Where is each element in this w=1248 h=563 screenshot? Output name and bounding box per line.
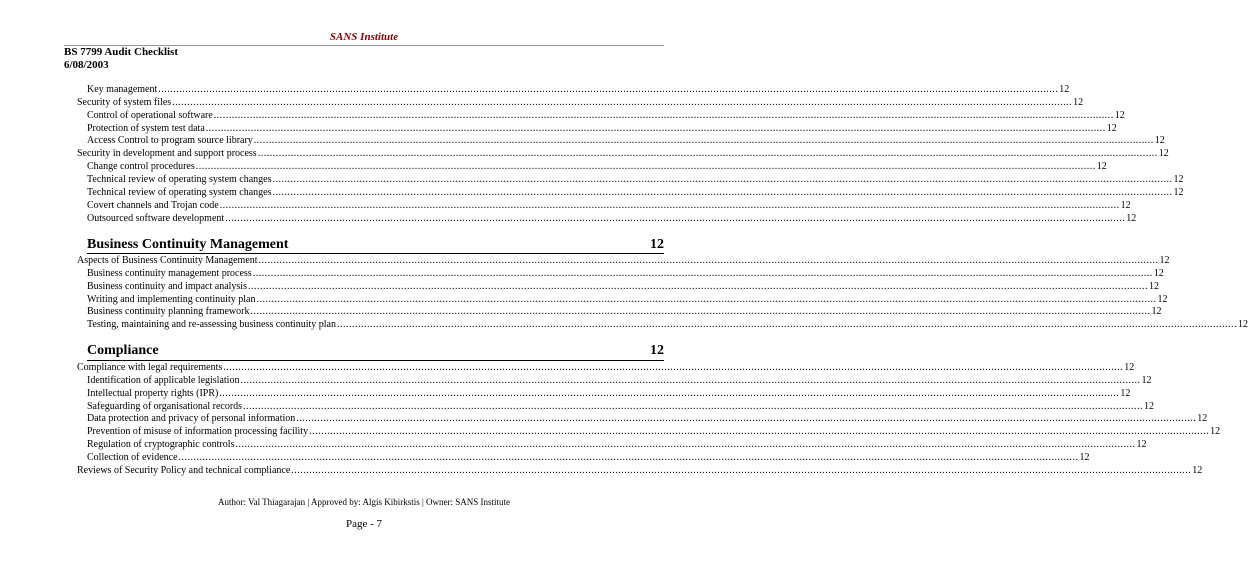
toc-entry-label: Protection of system test data: [87, 123, 205, 134]
toc-entry[interactable]: [0, 123, 1117, 135]
toc-entry-page: 12: [1059, 84, 1070, 95]
section-business-continuity[interactable]: [87, 235, 664, 253]
toc-entry[interactable]: [0, 426, 1221, 438]
toc-entry-page: 12: [1106, 123, 1117, 134]
toc-entry-label: Reviews of Security Policy and technical compliance: [77, 465, 291, 476]
toc-entry-label: Technical review of operating system changes: [87, 187, 272, 198]
toc-entry-label: Aspects of Business Continuity Management: [77, 255, 258, 266]
dot-leader: ............................................................................................................................................................................................................................................................................................................: [172, 97, 1073, 108]
dot-leader: ............................................................................................................................................................................................................................................................................................................: [219, 388, 1120, 399]
section-title: Compliance: [87, 343, 159, 358]
dot-leader: ............................................................................................................................................................................................................................................................................................................: [272, 187, 1173, 198]
dot-leader: ............................................................................................................................................................................................................................................................................................................: [256, 294, 1157, 305]
toc-entry-page: 12: [1126, 213, 1137, 224]
toc-entry[interactable]: [0, 375, 1152, 387]
dot-leader: ............................................................................................................................................................................................................................................................................................................: [253, 135, 1154, 146]
toc-entry[interactable]: [0, 465, 1203, 477]
toc-entry[interactable]: [0, 439, 1147, 451]
toc-entry-page: 12: [1136, 439, 1147, 450]
toc-entry-label: Regulation of cryptographic controls: [87, 439, 235, 450]
section-title: Business Continuity Management: [87, 237, 289, 252]
toc-entry[interactable]: [0, 255, 1170, 267]
toc-entry[interactable]: [0, 294, 1168, 306]
toc-entry[interactable]: [0, 362, 1135, 374]
dot-leader: ............................................................................................................................................................................................................................................................................................................: [235, 439, 1136, 450]
toc-entry[interactable]: [0, 161, 1107, 173]
toc-entry-label: Safeguarding of organisational records: [87, 401, 243, 412]
toc-entry-page: 12: [1073, 97, 1084, 108]
toc-entry-page: 12: [1114, 110, 1125, 121]
toc-entry[interactable]: [0, 413, 1208, 425]
dot-leader: ............................................................................................................................................................................................................................................................................................................: [252, 268, 1153, 279]
running-header: SANS Institute: [329, 31, 399, 43]
toc-entry-page: 12: [1173, 174, 1184, 185]
dot-leader: ............................................................................................................................................................................................................................................................................................................: [257, 148, 1158, 159]
toc-entry-page: 12: [1197, 413, 1208, 424]
toc-entry[interactable]: [0, 200, 1131, 212]
dot-leader: ............................................................................................................................................................................................................................................................................................................: [223, 362, 1124, 373]
dot-leader: ............................................................................................................................................................................................................................................................................................................: [213, 110, 1114, 121]
toc-entry[interactable]: [0, 84, 1070, 96]
toc-entry[interactable]: [0, 187, 1184, 199]
toc-entry-label: Control of operational software: [87, 110, 213, 121]
toc-entry[interactable]: [0, 174, 1184, 186]
toc-entry[interactable]: [0, 135, 1165, 147]
toc-entry-label: Compliance with legal requirements: [77, 362, 223, 373]
dot-leader: ............................................................................................................................................................................................................................................................................................................: [240, 375, 1141, 386]
toc-entry-label: Business continuity and impact analysis: [87, 281, 247, 292]
dot-leader: ............................................................................................................................................................................................................................................................................................................: [247, 281, 1148, 292]
toc-entry-label: Data protection and privacy of personal information: [87, 413, 296, 424]
toc-entry-page: 12: [1151, 306, 1162, 317]
toc-entry-label: Intellectual property rights (IPR): [87, 388, 219, 399]
dot-leader: ............................................................................................................................................................................................................................................................................................................: [250, 306, 1151, 317]
toc-entry-page: 12: [1120, 388, 1131, 399]
toc-entry[interactable]: [0, 97, 1084, 109]
toc-entry-page: 12: [1154, 135, 1165, 146]
toc-entry-page: 12: [1079, 452, 1090, 463]
dot-leader: ............................................................................................................................................................................................................................................................................................................: [272, 174, 1173, 185]
dot-leader: ............................................................................................................................................................................................................................................................................................................: [225, 213, 1126, 224]
toc-entry-page: 12: [1124, 362, 1135, 373]
toc-entry-label: Security in development and support process: [77, 148, 257, 159]
toc-entry-page: 12: [1158, 148, 1169, 159]
toc-entry[interactable]: [0, 306, 1162, 318]
toc-entry[interactable]: [0, 268, 1164, 280]
toc-entry-page: 12: [1157, 294, 1168, 305]
dot-leader: ............................................................................................................................................................................................................................................................................................................: [258, 255, 1159, 266]
toc-entry[interactable]: [0, 148, 1169, 160]
toc-entry-label: Business continuity management process: [87, 268, 252, 279]
toc-entry-page: 12: [1210, 426, 1221, 437]
toc-entry-label: Prevention of misuse of information processing facility: [87, 426, 309, 437]
toc-entry[interactable]: [0, 281, 1159, 293]
toc-entry-page: 12: [1148, 281, 1159, 292]
toc-entry-page: 12: [1159, 255, 1170, 266]
toc-entry-label: Testing, maintaining and re-assessing business continuity plan: [87, 319, 336, 330]
section-rule: [87, 360, 664, 361]
dot-leader: ............................................................................................................................................................................................................................................................................................................: [195, 161, 1096, 172]
section-page: 12: [650, 237, 664, 252]
document-title: BS 7799 Audit Checklist: [64, 46, 178, 58]
toc-entry-label: Key management: [87, 84, 158, 95]
dot-leader: ............................................................................................................................................................................................................................................................................................................: [205, 123, 1106, 134]
toc-entry-label: Outsourced software development: [87, 213, 225, 224]
toc-entry-label: Technical review of operating system changes: [87, 174, 272, 185]
toc-entry-page: 12: [1141, 375, 1152, 386]
toc-entry-label: Change control procedures: [87, 161, 195, 172]
toc-entry-page: 12: [1173, 187, 1184, 198]
toc-entry-page: 12: [1237, 319, 1248, 330]
footer-credits: Author: Val Thiagarajan | Approved by: Algis Kibirkstis | Owner: SANS Institute: [218, 497, 510, 507]
toc-entry-label: Covert channels and Trojan code: [87, 200, 219, 211]
section-page: 12: [650, 343, 664, 358]
dot-leader: ............................................................................................................................................................................................................................................................................................................: [219, 200, 1120, 211]
dot-leader: ............................................................................................................................................................................................................................................................................................................: [158, 84, 1059, 95]
toc-entry-label: Access Control to program source library: [87, 135, 253, 146]
dot-leader: ............................................................................................................................................................................................................................................................................................................: [291, 465, 1192, 476]
dot-leader: ............................................................................................................................................................................................................................................................................................................: [336, 319, 1237, 330]
dot-leader: ............................................................................................................................................................................................................................................................................................................: [309, 426, 1210, 437]
toc-entry-label: Collection of evidence: [87, 452, 178, 463]
toc-entry-label: Identification of applicable legislation: [87, 375, 240, 386]
toc-entry-page: 12: [1120, 200, 1131, 211]
page-number: Page - 7: [345, 518, 383, 530]
toc-entry-label: Security of system files: [77, 97, 172, 108]
dot-leader: ............................................................................................................................................................................................................................................................................................................: [178, 452, 1079, 463]
dot-leader: ............................................................................................................................................................................................................................................................................................................: [296, 413, 1197, 424]
section-compliance[interactable]: [87, 341, 664, 359]
toc-entry[interactable]: [0, 319, 1248, 331]
toc-entry[interactable]: [0, 388, 1131, 400]
toc-entry[interactable]: [0, 213, 1137, 225]
dot-leader: ............................................................................................................................................................................................................................................................................................................: [243, 401, 1144, 412]
toc-entry-page: 12: [1153, 268, 1164, 279]
toc-entry-label: Writing and implementing continuity plan: [87, 294, 256, 305]
toc-entry[interactable]: [0, 452, 1090, 464]
toc-entry-page: 12: [1192, 465, 1203, 476]
toc-entry-label: Business continuity planning framework: [87, 306, 250, 317]
toc-entry[interactable]: [0, 401, 1155, 413]
section-rule: [87, 253, 664, 254]
document-date: 6/08/2003: [64, 59, 109, 71]
toc-entry[interactable]: [0, 110, 1125, 122]
toc-entry-page: 12: [1144, 401, 1155, 412]
toc-entry-page: 12: [1096, 161, 1107, 172]
